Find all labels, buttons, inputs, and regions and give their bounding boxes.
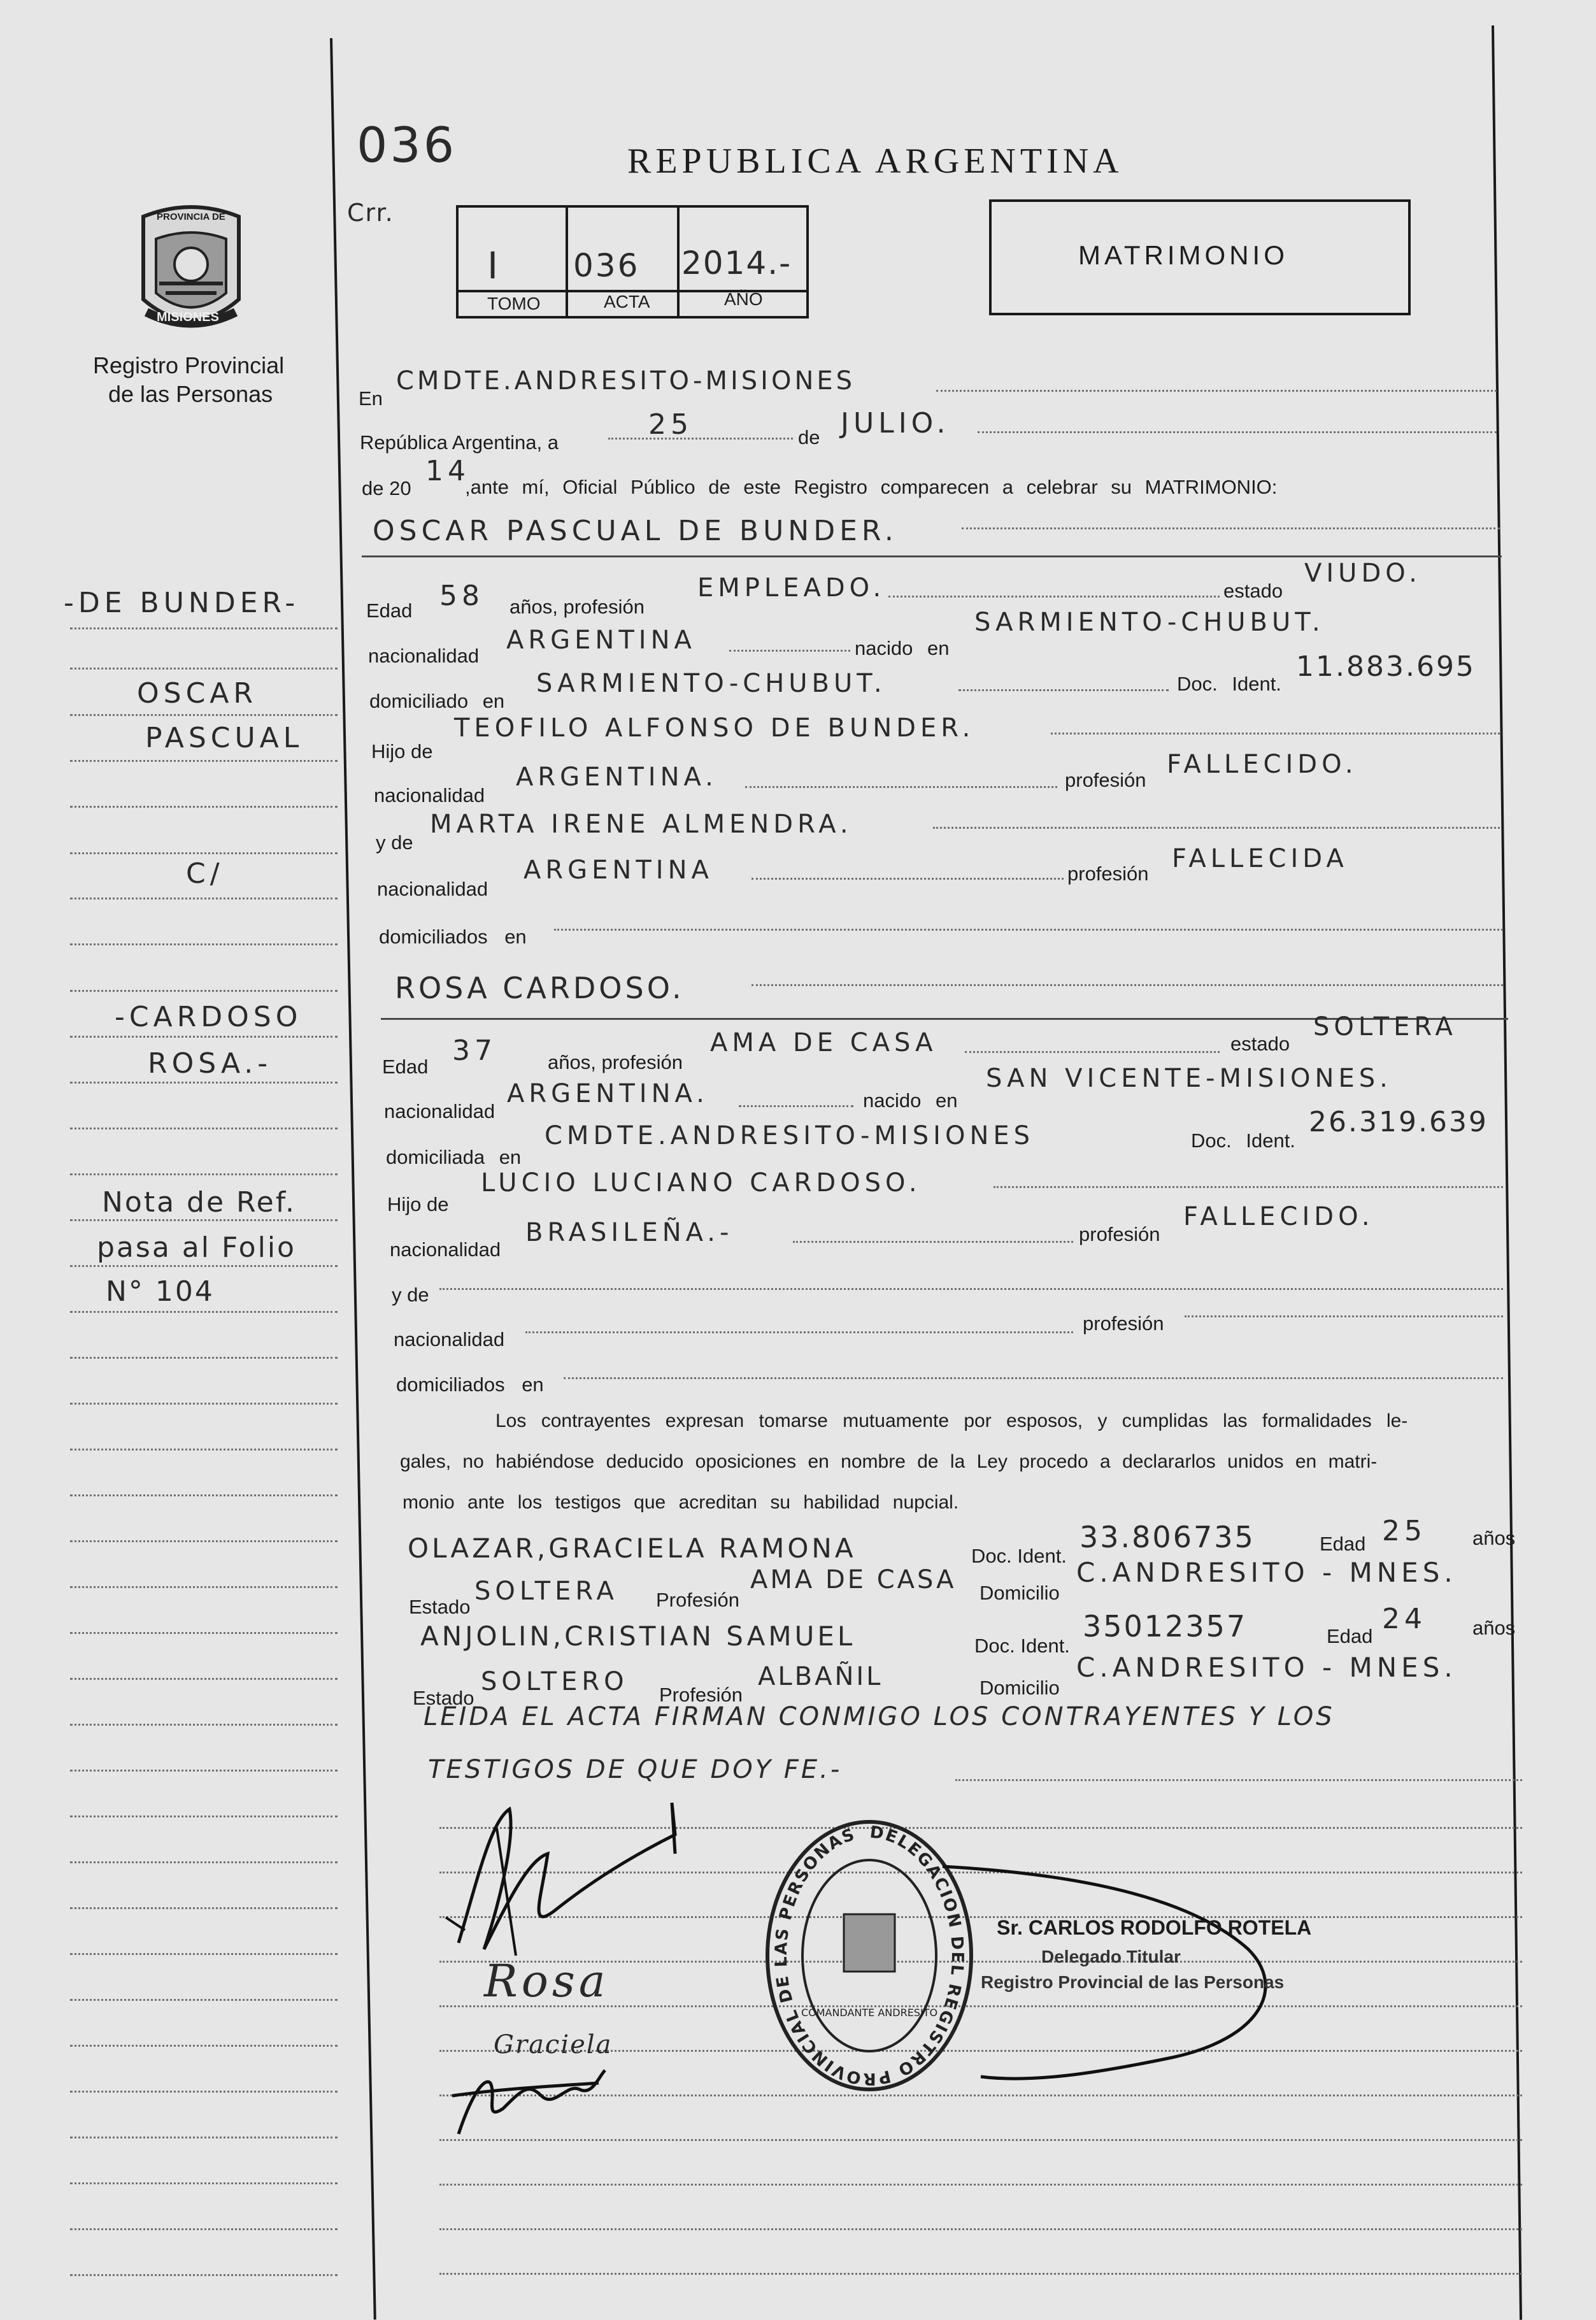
witness-1-anos-label: años [1472,1527,1516,1549]
fill-line [554,929,1503,931]
groom-edad-label: Edad [366,599,413,622]
registry-name-line1: Registro Provincial [93,352,285,378]
groom-anos-profesion-label: años, profesión [509,596,645,618]
bride-hijo-label: Hijo de [387,1193,449,1215]
fill-line [752,984,1503,986]
bride-name: ROSA CARDOSO. [395,971,685,1005]
groom-father: TEOFILO ALFONSO DE BUNDER. [454,713,975,743]
witness-2-domicilio-label: Domicilio [980,1677,1060,1699]
groom-mother-nationality: ARGENTINA [524,856,713,885]
bride-domiciliada-label: domiciliada en [386,1146,522,1168]
country-title: REPUBLICA ARGENTINA [627,141,1123,181]
witness-2-anos-label: años [1472,1617,1516,1639]
tomo-label: TOMO [487,294,541,313]
groom-signature [420,1784,688,1975]
place: CMDTE.ANDRESITO-MISIONES [396,366,856,396]
en-label: En [359,387,383,410]
fill-line [955,1779,1522,1781]
bride-father-profession: FALLECIDO. [1183,1202,1374,1231]
fill-line [965,1051,1220,1053]
margin-surname-2: -CARDOSO [115,1001,303,1033]
witness-2-name: ANJOLIN,CRISTIAN SAMUEL [420,1621,856,1652]
groom-father-prof-label: profesión [1065,769,1146,791]
margin-surname-1: -DE BUNDER- [64,587,300,619]
witness-1-name: OLAZAR,GRACIELA RAMONA [408,1533,857,1564]
groom-birthplace: SARMIENTO-CHUBUT. [974,608,1325,637]
fill-line [793,1241,1073,1243]
bride-father-prof-label: profesión [1079,1223,1160,1245]
bride-edad-label: Edad [382,1056,429,1078]
fill-line [933,827,1500,829]
groom-father-profession: FALLECIDO. [1167,750,1358,779]
logo-text-bottom: MISIONES [157,310,219,324]
year-suffix: 14 [425,455,470,487]
groom-domiciliados-label: domiciliados en [379,926,527,948]
bride-mother-nac-label: nacionalidad [394,1328,505,1350]
groom-name: OSCAR PASCUAL DE BUNDER. [373,515,898,547]
right-border-rule [1492,25,1522,2320]
witness-2-edad-label: Edad [1327,1625,1373,1647]
bride-status: SOLTERA [1313,1012,1457,1042]
bride-mother-prof-label: profesión [1083,1312,1164,1335]
groom-profession: EMPLEADO. [697,573,886,603]
bride-anos-profesion-label: años, profesión [548,1051,683,1073]
fill-line [994,1186,1503,1188]
left-margin-rule [330,38,376,2319]
closing-line-2: TESTIGOS DE QUE DOY FE.- [428,1755,843,1784]
fill-line [739,1105,853,1107]
witness-2-domicile: C.ANDRESITO - MNES. [1076,1652,1457,1683]
acta-value: 036 [573,247,640,284]
groom-mother-nac-label: nacionalidad [377,878,488,900]
fill-line [525,1331,1073,1333]
witness-1-estado-label: Estado [409,1596,471,1618]
margin-note-1: Nota de Ref. [102,1186,296,1219]
page-number: 036 [357,117,457,173]
anio-label: AÑO [724,289,763,309]
groom-doc-label: Doc. Ident. [1177,673,1281,695]
margin-note-2: pasa al Folio [97,1231,296,1264]
bride-nacido-label: nacido en [863,1089,958,1112]
witness-2-estado-label: Estado [413,1687,474,1709]
acta-label: ACTA [604,292,650,311]
bride-birthplace: SAN VICENTE-MISIONES. [986,1064,1392,1093]
witness-2-doc: 35012357 [1083,1609,1248,1643]
bride-domiciliados-label: domiciliados en [396,1373,544,1396]
logo-text-top: PROVINCIA DE [157,211,225,222]
witness-1-doc: 33.806735 [1079,1520,1255,1554]
witness-2-status: SOLTERO [481,1667,629,1696]
groom-nacido-label: nacido en [855,637,950,659]
tomo-value: I [487,244,503,287]
de-label: de [798,426,820,448]
groom-estado-label: estado [1223,580,1283,602]
margin-connector: C/ [186,857,224,890]
witness-2-doc-label: Doc. Ident. [974,1635,1070,1657]
bride-age: 37 [452,1035,497,1067]
month: JULIO. [841,407,950,440]
witness-1-signature: Graciela [494,2030,613,2059]
groom-age: 58 [439,580,484,612]
fill-line [752,878,1064,880]
declaration-line-1: Los contrayentes expresan tomarse mutuamente por esposos, y cumplidas las formalidades le- [495,1410,1408,1431]
bride-father-nationality: BRASILEÑA.- [525,1218,734,1247]
witness-1-age: 25 [1382,1515,1427,1547]
groom-domicile: SARMIENTO-CHUBUT. [536,669,887,698]
groom-nationality: ARGENTINA [506,626,696,655]
fill-line [962,527,1500,529]
bride-mother-label: y de [392,1284,429,1306]
fill-line [608,438,793,440]
groom-father-nationality: ARGENTINA. [516,763,718,792]
witness-1-profession: AMA DE CASA [750,1565,957,1594]
fill-line [745,786,1057,788]
bride-nationality: ARGENTINA. [507,1079,709,1108]
witness-1-domicilio-label: Domicilio [980,1582,1060,1604]
witness-2-signature [446,2058,611,2140]
groom-mother-prof-label: profesión [1067,863,1149,885]
groom-status: VIUDO. [1304,559,1421,588]
declaration-line-2: gales, no habiéndose deducido oposiciones en nombre de la Ley procedo a declararlos unidos en matri- [400,1451,1378,1472]
section-rule [362,555,1502,557]
witness-1-doc-label: Doc. Ident. [971,1545,1067,1567]
bride-profession: AMA DE CASA [710,1028,937,1057]
fill-line [958,689,1169,691]
fill-line [936,390,1497,392]
stamp-ring-text: DELEGACION DEL REGISTRO PROVINCIAL DE LAS PERSONAS [771,1822,967,2089]
groom-mother-profession: FALLECIDA [1172,844,1348,873]
witness-1-status: SOLTERA [474,1577,618,1606]
official-registry: Registro Provincial de las Personas [981,1972,1285,1992]
witness-1-profesion-label: Profesión [656,1589,739,1611]
fill-line [439,1288,1503,1290]
witness-2-profesion-label: Profesión [659,1684,743,1706]
fill-line [564,1377,1503,1379]
margin-given-1b: PASCUAL [145,722,304,754]
groom-father-nac-label: nacionalidad [374,784,485,806]
official-flourish [930,1854,1286,2089]
official-role: Delegado Titular [1041,1947,1181,1966]
official-name: Sr. CARLOS RODOLFO ROTELA [997,1916,1312,1939]
margin-given-2: ROSA.- [148,1047,273,1080]
bride-nacionalidad-label: nacionalidad [384,1100,495,1122]
bride-estado-label: estado [1230,1033,1290,1055]
groom-doc: 11.883.695 [1296,650,1476,683]
anio-value: 2014.- [681,245,792,282]
stamp-inner-text: COMANDANTE ANDRESITO [801,2007,938,2019]
fill-line [978,431,1497,433]
margin-note-3: N° 104 [106,1275,215,1308]
box-divider [566,205,568,319]
act-type: MATRIMONIO [1078,240,1288,270]
witness-2-profession: ALBAÑIL [758,1662,883,1691]
bride-father-nac-label: nacionalidad [390,1238,501,1261]
intro-statement: ,ante mí, Oficial Público de este Registro comparecen a celebrar su MATRIMONIO: [465,476,1278,498]
day: 25 [648,408,693,441]
bride-domicile: CMDTE.ANDRESITO-MISIONES [545,1121,1035,1150]
witness-1-edad-label: Edad [1320,1533,1366,1555]
groom-mother: MARTA IRENE ALMENDRA. [430,810,853,839]
bride-father: LUCIO LUCIANO CARDOSO. [481,1168,922,1198]
declaration-line-3: monio ante los testigos que acreditan su habilidad nupcial. [403,1492,959,1513]
fill-line [1185,1315,1503,1317]
fill-line [729,650,850,652]
groom-domiciliado-label: domiciliado en [369,690,505,712]
bride-doc-label: Doc. Ident. [1191,1129,1295,1152]
bride-doc: 26.319.639 [1309,1106,1488,1138]
fill-line [1051,733,1500,734]
groom-hijo-label: Hijo de [371,740,433,763]
correction-mark: Crr. [347,199,394,227]
margin-given-1a: OSCAR [137,677,257,710]
closing-line-1: LEIDA EL ACTA FIRMAN CONMIGO LOS CONTRAYENTES Y LOS [424,1702,1335,1731]
republica-label: República Argentina, a [360,431,559,454]
registry-name-line2: de las Personas [108,381,273,407]
bride-signature: Rosa [484,1955,609,2007]
year-prefix: de 20 [362,477,411,499]
groom-nacionalidad-label: nacionalidad [368,645,480,667]
witness-2-age: 24 [1382,1603,1427,1635]
groom-mother-label: y de [376,831,413,854]
box-divider [677,205,680,319]
fill-line [888,596,1220,598]
witness-1-domicile: C.ANDRESITO - MNES. [1076,1557,1457,1588]
